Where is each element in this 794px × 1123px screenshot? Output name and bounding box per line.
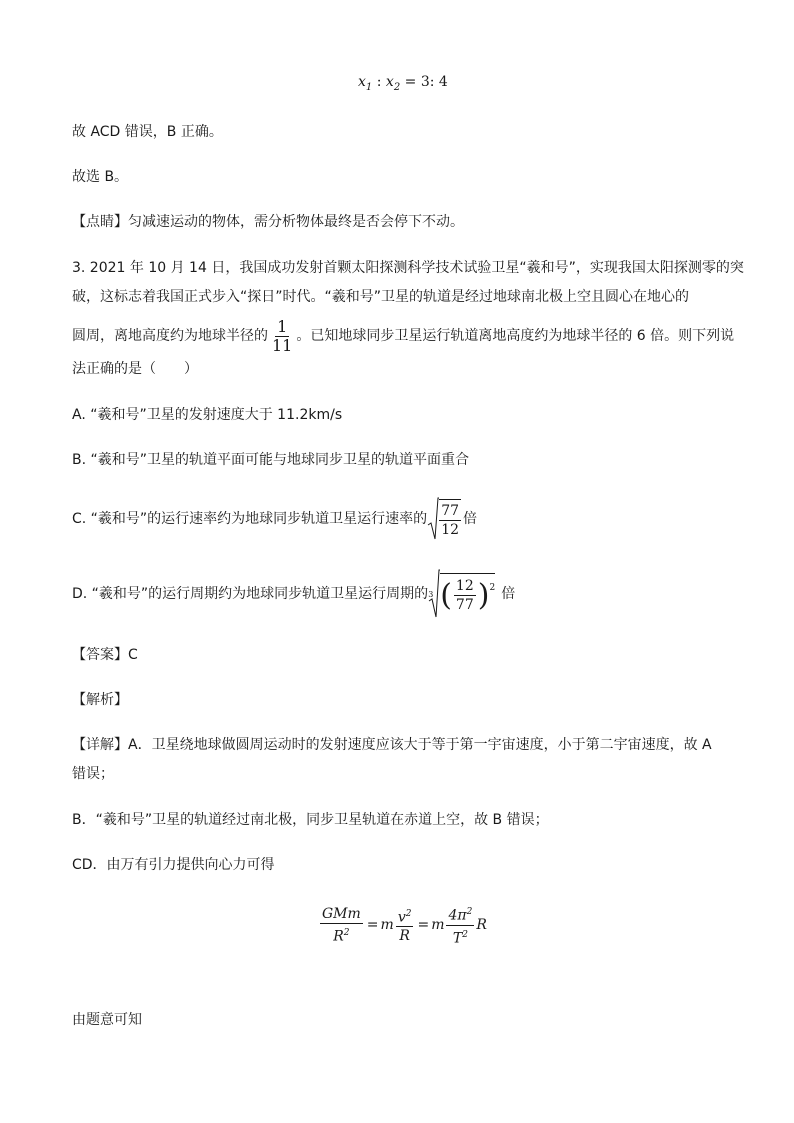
detail-line-1 bbox=[72, 735, 712, 755]
equals-1: = bbox=[366, 917, 379, 933]
option-c-tail: 倍 bbox=[463, 511, 478, 527]
frac3-num-var: 4π bbox=[448, 907, 467, 924]
detail-cd: CD．由万有引力提供向心力可得 bbox=[72, 857, 275, 873]
frac1-num: GMm bbox=[322, 905, 361, 922]
frac2-num-var: v bbox=[397, 909, 406, 926]
formula-frac-3 bbox=[446, 903, 474, 947]
question-line-3b: 。已知地球同步卫星运行轨道离地高度约为地球半径的 6 倍。则下列说 bbox=[296, 328, 735, 344]
answer-label: 【答案】 bbox=[72, 647, 128, 663]
last-line: 由题意可知 bbox=[72, 1012, 142, 1028]
answer-line bbox=[72, 645, 138, 665]
radius-var: R bbox=[476, 917, 487, 933]
tip-text: 匀减速运动的物体，需分析物体最终是否会停下不动。 bbox=[128, 214, 464, 230]
radical-icon bbox=[427, 497, 439, 541]
frac2-num bbox=[396, 905, 414, 928]
sqrt-symbol bbox=[427, 497, 461, 541]
frac1-den-var: R bbox=[333, 928, 344, 945]
question-line-3a: 圆周，离地高度约为地球半径的 bbox=[72, 328, 268, 344]
option-d-text: D. “羲和号”的运行周期约为地球同步轨道卫星运行周期的 bbox=[72, 586, 429, 602]
answer-value: C bbox=[128, 647, 138, 663]
detail-label: 【详解】 bbox=[72, 737, 128, 753]
sqrt-numerator: 77 bbox=[441, 503, 460, 519]
sqrt-denominator: 12 bbox=[441, 522, 460, 538]
frac1-den-exp: 2 bbox=[343, 927, 350, 938]
right-paren: ) bbox=[477, 577, 490, 613]
ratio-sep: : bbox=[372, 74, 386, 90]
option-c bbox=[72, 495, 477, 543]
option-d bbox=[72, 568, 515, 620]
ratio-formula bbox=[358, 72, 448, 98]
detail-b: B．“羲和号”卫星的轨道经过南北极，同步卫星轨道在赤道上空，故 B 错误； bbox=[72, 812, 549, 828]
paren-exponent: 2 bbox=[489, 582, 496, 593]
mass-2: m bbox=[431, 917, 445, 933]
frac3-den-exp: 2 bbox=[462, 929, 468, 940]
analysis-label: 【解析】 bbox=[72, 692, 128, 708]
option-b: B. “羲和号”卫星的轨道平面可能与地球同步卫星的轨道平面重合 bbox=[72, 452, 470, 468]
tip-label: 【点睛】 bbox=[72, 214, 128, 230]
cube-root bbox=[428, 569, 495, 619]
frac3-num-exp: 2 bbox=[466, 906, 473, 917]
ratio-value: = 3: 4 bbox=[400, 74, 448, 90]
choice-line: 故选 B。 bbox=[72, 169, 129, 185]
frac3-den-var: T bbox=[452, 930, 463, 947]
formula-frac-1 bbox=[320, 905, 363, 946]
detail-a-text: A．卫星绕地球做圆周运动时的发射速度应该大于等于第一宇宙速度，小于第二宇宙速度，故 A bbox=[128, 737, 712, 753]
option-c-text: C. “羲和号”的运行速率约为地球同步轨道卫星运行速率的 bbox=[72, 511, 428, 527]
root-body bbox=[440, 573, 495, 616]
fraction-1-11 bbox=[270, 318, 294, 355]
sqrt-fraction bbox=[439, 499, 461, 539]
equals-2: = bbox=[417, 917, 430, 933]
detail-line-2: 错误； bbox=[72, 766, 114, 782]
left-paren: ( bbox=[440, 577, 452, 613]
frac2-den: R bbox=[399, 928, 410, 945]
frac3-den bbox=[451, 926, 470, 948]
x2-sub: 2 bbox=[393, 81, 401, 93]
option-a: A. “羲和号”卫星的发射速度大于 11.2km/s bbox=[72, 407, 343, 423]
gravity-formula bbox=[318, 900, 487, 950]
question-line-1: 3. 2021 年 10 月 14 日，我国成功发射首颗太阳探测科学技术试验卫星“羲和号”，实现我国太阳探测零的突 bbox=[72, 260, 744, 276]
fraction-denominator: 11 bbox=[272, 335, 293, 355]
paren-fraction bbox=[454, 577, 476, 614]
x1-var: x bbox=[358, 74, 366, 90]
formula-frac-2 bbox=[396, 905, 414, 946]
option-d-tail: 倍 bbox=[501, 586, 516, 602]
mass-1: m bbox=[380, 917, 394, 933]
frac2-num-exp: 2 bbox=[405, 908, 412, 919]
x1-sub: 1 bbox=[365, 81, 373, 93]
frac1-den bbox=[331, 924, 351, 946]
conclusion-line: 故 ACD 错误，B 正确。 bbox=[72, 124, 223, 140]
frac3-num bbox=[446, 903, 474, 926]
tip-line bbox=[72, 212, 464, 232]
question-line-4: 法正确的是（ ） bbox=[72, 361, 198, 377]
root-index: 3 bbox=[428, 590, 434, 599]
paren-denominator: 77 bbox=[455, 597, 474, 613]
fraction-numerator: 1 bbox=[277, 316, 288, 336]
x2-var: x bbox=[385, 74, 394, 90]
question-line-2: 破，这标志着我国正式步入“探日”时代。“羲和号”卫星的轨道是经过地球南北极上空且圆心在地心的 bbox=[72, 289, 690, 305]
paren-numerator: 12 bbox=[455, 578, 474, 594]
question-line-3 bbox=[72, 316, 734, 356]
